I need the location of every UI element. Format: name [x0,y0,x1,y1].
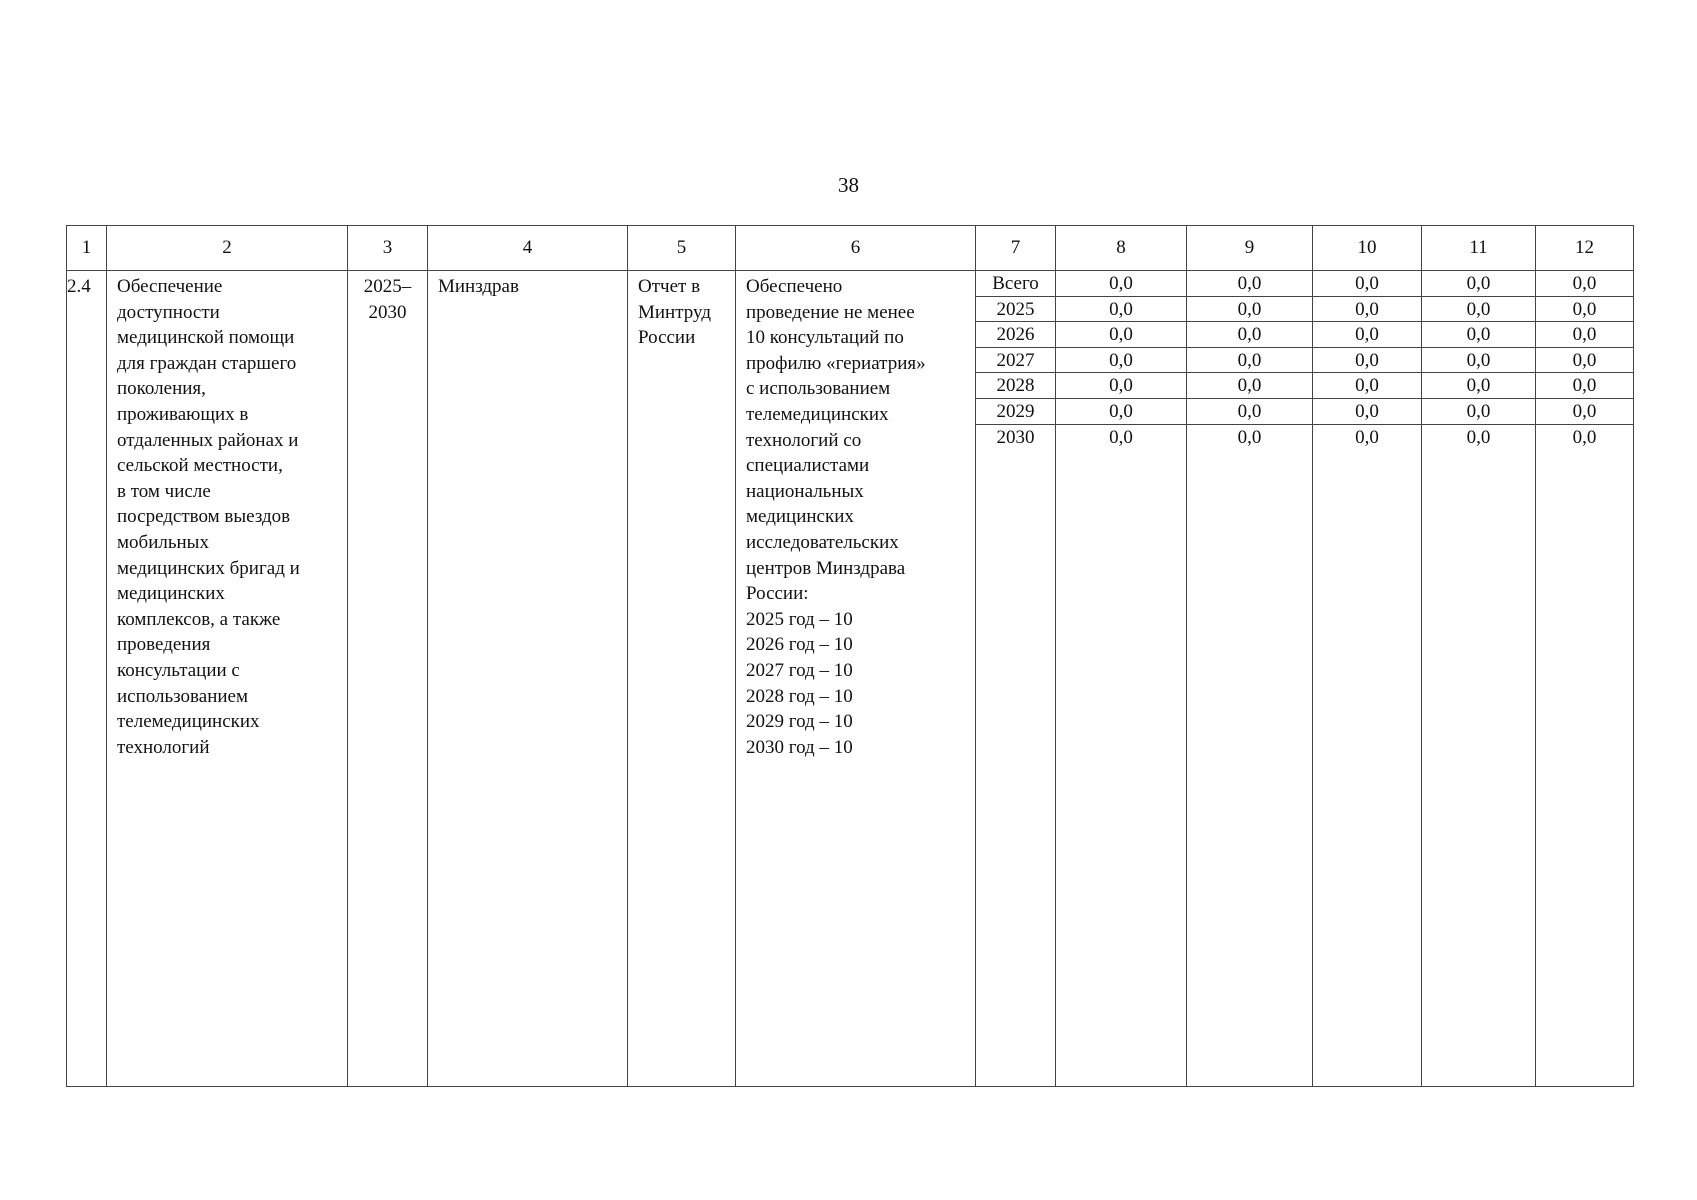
sub-cell: 2027 [976,348,1055,374]
text-line: 2027 год – 10 [746,659,853,681]
text-line: 2025 год – 10 [746,608,853,630]
sub-cell: 0,0 [1536,271,1633,297]
text-line: России: [746,583,809,605]
text-line: мобильных [117,531,209,553]
row-number: 2.4 [67,276,91,297]
sub-cell: 0,0 [1572,426,1597,448]
text-line: 2030 год – 10 [746,736,853,758]
sub-cell: 0,0 [1187,373,1312,399]
text-line: медицинской помощи [117,327,295,349]
text-line: России [638,327,696,349]
text-line: 2030 [368,301,407,323]
col12-cell [1536,271,1634,1087]
sub-cell: Всего [976,271,1055,297]
sub-cell: 0,0 [1313,348,1421,374]
sub-cell: 0,0 [1109,426,1133,448]
text-line: технологий [117,736,210,758]
sub-cell: 0,0 [1536,322,1633,348]
sub-cell: 0,0 [1056,348,1186,374]
sub-cell: 2029 [976,399,1055,425]
col-header-5: 5 [628,226,736,271]
text-line: Обеспечено [746,276,843,297]
description [107,271,347,760]
text-line: медицинских [117,583,225,605]
text-line: телемедицинских [117,711,260,733]
col-header-12: 12 [1536,226,1634,271]
text-line: с использованием [746,378,891,400]
responsible: Минздрав [438,276,519,297]
sub-cell: 0,0 [1422,271,1535,297]
col8-values [1056,271,1186,450]
text-line: комплексов, а также [117,608,281,630]
col-header-6: 6 [736,226,976,271]
sub-cell: 0,0 [1187,348,1312,374]
col-header-4: 4 [428,226,628,271]
text-line: 2026 год – 10 [746,634,853,656]
text-line: для граждан старшего [117,352,297,374]
text-line: технологий со [746,429,862,451]
sub-cell: 0,0 [1187,297,1312,323]
col-header-1: 1 [67,226,107,271]
sub-cell: 0,0 [1422,297,1535,323]
text-line: специалистами [746,455,870,477]
text-line: Обеспечение [117,276,223,297]
program-table [66,225,1634,1087]
text-line: сельской местности, [117,455,283,477]
sub-cell: 0,0 [1536,399,1633,425]
sub-cell: 0,0 [1056,399,1186,425]
row-number-cell [67,271,107,1087]
responsible-cell [428,271,628,1087]
text-line: 2029 год – 10 [746,711,853,733]
sub-cell: 0,0 [1187,399,1312,425]
text-line: телемедицинских [746,403,889,425]
text-line: 10 консультаций по [746,327,904,349]
years-list [976,271,1055,450]
sub-cell: 0,0 [1187,322,1312,348]
text-line: проведения [117,634,211,656]
col-header-2: 2 [107,226,348,271]
text-line: Отчет в [638,276,701,297]
period [348,271,427,325]
sub-cell: 0,0 [1536,297,1633,323]
sub-cell: 0,0 [1187,271,1312,297]
col10-values [1313,271,1421,450]
text-line: консультации с [117,659,240,681]
col9-values [1187,271,1312,450]
text-line: проведение не менее [746,301,915,323]
period-cell [348,271,428,1087]
text-line: отдаленных районах и [117,429,299,451]
col11-cell [1422,271,1536,1087]
col-header-9: 9 [1187,226,1313,271]
years-cell [976,271,1056,1087]
col-header-10: 10 [1313,226,1422,271]
sub-cell: 2028 [976,373,1055,399]
table-row [67,271,1634,1087]
sub-cell: 0,0 [1422,322,1535,348]
report-form [628,271,735,351]
text-line: доступности [117,301,220,323]
col-header-8: 8 [1056,226,1187,271]
text-line: исследовательских [746,531,899,553]
col-header-11: 11 [1422,226,1536,271]
sub-cell: 0,0 [1536,373,1633,399]
sub-cell: 2030 [996,426,1035,448]
text-line: профилю «гериатрия» [746,352,926,374]
col10-cell [1313,271,1422,1087]
header-row [67,226,1634,271]
sub-cell: 0,0 [1313,271,1421,297]
sub-cell: 0,0 [1355,426,1379,448]
sub-cell: 0,0 [1466,426,1491,448]
report-cell [628,271,736,1087]
text-line: центров Минздрава [746,557,906,579]
sub-cell: 0,0 [1056,271,1186,297]
sub-cell: 0,0 [1422,348,1535,374]
sub-cell: 0,0 [1313,373,1421,399]
text-line: Минтруд [638,301,711,323]
col-header-7: 7 [976,226,1056,271]
sub-cell: 0,0 [1422,399,1535,425]
text-line: 2028 год – 10 [746,685,853,707]
sub-cell: 2026 [976,322,1055,348]
sub-cell: 0,0 [1056,297,1186,323]
col12-values [1536,271,1633,450]
page-number: 38 [838,173,859,197]
text-line: в том числе [117,480,211,502]
sub-cell: 0,0 [1056,322,1186,348]
description-cell [107,271,348,1087]
result-cell [736,271,976,1087]
sub-cell: 0,0 [1056,373,1186,399]
text-line: медицинских [746,506,854,528]
sub-cell: 0,0 [1422,373,1535,399]
sub-cell: 0,0 [1237,426,1262,448]
sub-cell: 0,0 [1313,322,1421,348]
text-line: поколения, [117,378,206,400]
text-line: использованием [117,685,249,707]
col-header-3: 3 [348,226,428,271]
sub-cell: 0,0 [1536,348,1633,374]
text-line: проживающих в [117,403,249,425]
sub-cell: 0,0 [1313,399,1421,425]
sub-cell: 0,0 [1313,297,1421,323]
text-line: национальных [746,480,864,502]
text-line: 2025– [363,276,412,297]
col8-cell [1056,271,1187,1087]
text-line: медицинских бригад и [117,557,300,579]
text-line: посредством выездов [117,506,291,528]
col9-cell [1187,271,1313,1087]
sub-cell: 2025 [976,297,1055,323]
col11-values [1422,271,1535,450]
expected-result [736,271,975,760]
